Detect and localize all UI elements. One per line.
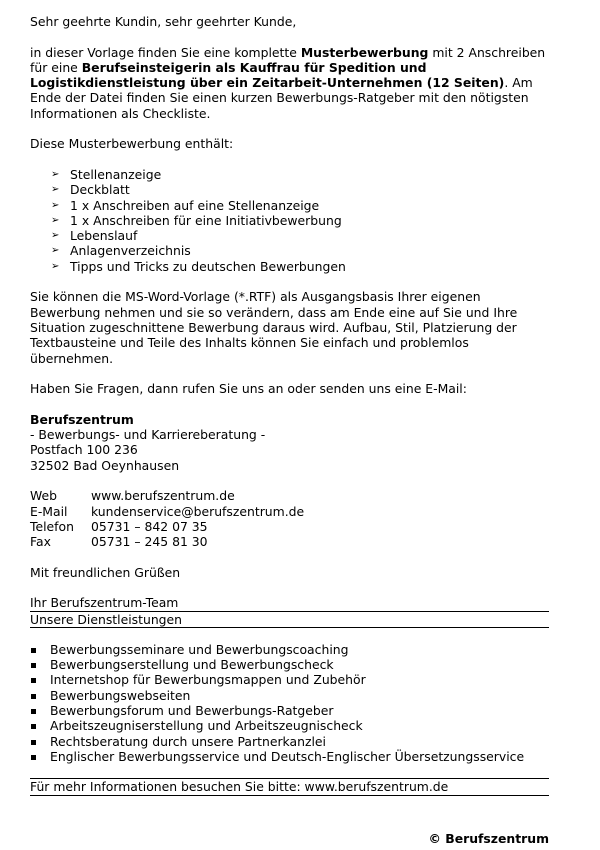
website-link[interactable]: www.berufszentrum.de bbox=[91, 488, 235, 504]
list-item-label: Stellenanzeige bbox=[70, 166, 162, 182]
copyright: © Berufszentrum bbox=[428, 831, 549, 846]
list-item bbox=[30, 182, 549, 197]
list-item bbox=[30, 213, 549, 228]
square-bullet-icon bbox=[31, 740, 36, 745]
list-item-label: Lebenslauf bbox=[70, 228, 138, 244]
arrow-bullet-icon: ➢ bbox=[51, 214, 60, 226]
rtf-paragraph: Sie können die MS-Word-Vorlage (*.RTF) als Ausgangsbasis Ihrer eigenen Bewerbung nehmen und sie so verändern, dass am Ende eine auf Sie und Ihre Situation zugeschnittene Bewerbung daraus wird. Aufbau, Stil, Platzierung der Textbausteine und Teile des Inhalts können Sie einfach und problemlos übernehmen. bbox=[30, 289, 518, 366]
list-item bbox=[30, 734, 549, 749]
contact-label: E-Mail bbox=[30, 503, 68, 519]
list-item-label: Arbeitszeugniserstellung und Arbeitszeugnischeck bbox=[50, 718, 363, 734]
list-item bbox=[30, 167, 549, 182]
square-bullet-icon bbox=[31, 724, 36, 729]
list-item-label: Rechtsberatung durch unsere Partnerkanzlei bbox=[50, 733, 326, 749]
square-bullet-icon bbox=[31, 755, 36, 760]
square-bullet-icon bbox=[31, 648, 36, 653]
email-link[interactable]: kundenservice@berufszentrum.de bbox=[91, 503, 305, 519]
city: 32502 Bad Oeynhausen bbox=[30, 457, 180, 473]
contact-table bbox=[30, 488, 549, 549]
company-name: Berufszentrum bbox=[30, 411, 134, 427]
more-info-text: Für mehr Informationen besuchen Sie bitte: www.berufszentrum.de bbox=[30, 779, 449, 795]
intro-text-3: . Am Ende der Datei finden Sie einen kurzen Bewerbungs-Ratgeber mit den nötigsten Informationen als Checkliste. bbox=[30, 75, 533, 121]
contact-label: Fax bbox=[30, 534, 51, 550]
list-item bbox=[30, 703, 549, 718]
list-item bbox=[30, 718, 549, 733]
intro-text-2: mit 2 Anschreiben für eine bbox=[30, 44, 546, 75]
arrow-bullet-icon: ➢ bbox=[51, 199, 60, 211]
contact-row-phone bbox=[30, 519, 549, 534]
closing: Mit freundlichen Grüßen bbox=[30, 564, 181, 580]
list-item-label: 1 x Anschreiben auf eine Stellenanzeige bbox=[70, 197, 320, 213]
list-item bbox=[30, 259, 549, 274]
list-item bbox=[30, 228, 549, 243]
list-item bbox=[30, 688, 549, 703]
square-bullet-icon bbox=[31, 663, 36, 668]
phone-number: 05731 – 842 07 35 bbox=[91, 518, 208, 534]
arrow-bullet-icon: ➢ bbox=[51, 245, 60, 257]
contact-row-fax bbox=[30, 534, 549, 549]
list-item-label: Bewerbungserstellung und Bewerbungscheck bbox=[50, 657, 334, 673]
services-heading: Unsere Dienstleistungen bbox=[30, 611, 183, 627]
square-bullet-icon bbox=[31, 678, 36, 683]
contains-list bbox=[30, 167, 549, 274]
divider bbox=[30, 795, 549, 796]
arrow-bullet-icon: ➢ bbox=[51, 260, 60, 272]
postbox: Postfach 100 236 bbox=[30, 442, 138, 458]
document-page bbox=[30, 14, 549, 796]
list-item-label: Internetshop für Bewerbungsmappen und Zubehör bbox=[50, 672, 366, 688]
contact-label: Web bbox=[30, 488, 58, 504]
intro-bold-2: Berufseinsteigerin als Kauffrau für Spedition und Logistikdienstleistung über ein Zeitarbeit-Unternehmen (12 Seiten) bbox=[30, 59, 505, 91]
contact-label: Telefon bbox=[30, 518, 74, 534]
questions-text: Haben Sie Fragen, dann rufen Sie uns an oder senden uns eine E-Mail: bbox=[30, 381, 467, 397]
list-item-label: Tipps und Tricks zu deutschen Bewerbungen bbox=[70, 258, 346, 274]
square-bullet-icon bbox=[31, 694, 36, 699]
list-item bbox=[30, 642, 549, 657]
square-bullet-icon bbox=[31, 709, 36, 714]
contains-heading: Diese Musterbewerbung enthält: bbox=[30, 136, 234, 152]
contact-row-web bbox=[30, 488, 549, 503]
arrow-bullet-icon: ➢ bbox=[51, 230, 60, 242]
list-item-label: Englischer Bewerbungsservice und Deutsch-Englischer Übersetzungsservice bbox=[50, 748, 525, 764]
list-item-label: Anlagenverzeichnis bbox=[70, 243, 191, 259]
fax-number: 05731 – 245 81 30 bbox=[91, 534, 208, 550]
intro-text-1: in dieser Vorlage finden Sie eine komplette bbox=[30, 44, 301, 60]
list-item bbox=[30, 198, 549, 213]
list-item-label: Deckblatt bbox=[70, 182, 130, 198]
list-item-label: Bewerbungsseminare und Bewerbungscoaching bbox=[50, 641, 349, 657]
list-item bbox=[30, 749, 549, 764]
list-item bbox=[30, 672, 549, 687]
team-signature: Ihr Berufszentrum-Team bbox=[30, 595, 179, 611]
list-item-label: Bewerbungswebseiten bbox=[50, 687, 191, 703]
contact-row-email bbox=[30, 504, 549, 519]
arrow-bullet-icon: ➢ bbox=[51, 168, 60, 180]
intro-bold-1: Musterbewerbung bbox=[300, 44, 429, 60]
list-item bbox=[30, 657, 549, 672]
list-item bbox=[30, 243, 549, 258]
greeting: Sehr geehrte Kundin, sehr geehrter Kunde, bbox=[30, 14, 297, 29]
list-item-label: 1 x Anschreiben für eine Initiativbewerbung bbox=[70, 212, 342, 228]
list-item-label: Bewerbungsforum und Bewerbungs-Ratgeber bbox=[50, 703, 334, 719]
arrow-bullet-icon: ➢ bbox=[51, 184, 60, 196]
intro-paragraph bbox=[30, 45, 549, 121]
company-tagline: - Bewerbungs- und Karriereberatung - bbox=[30, 427, 266, 443]
services-list bbox=[30, 642, 549, 764]
